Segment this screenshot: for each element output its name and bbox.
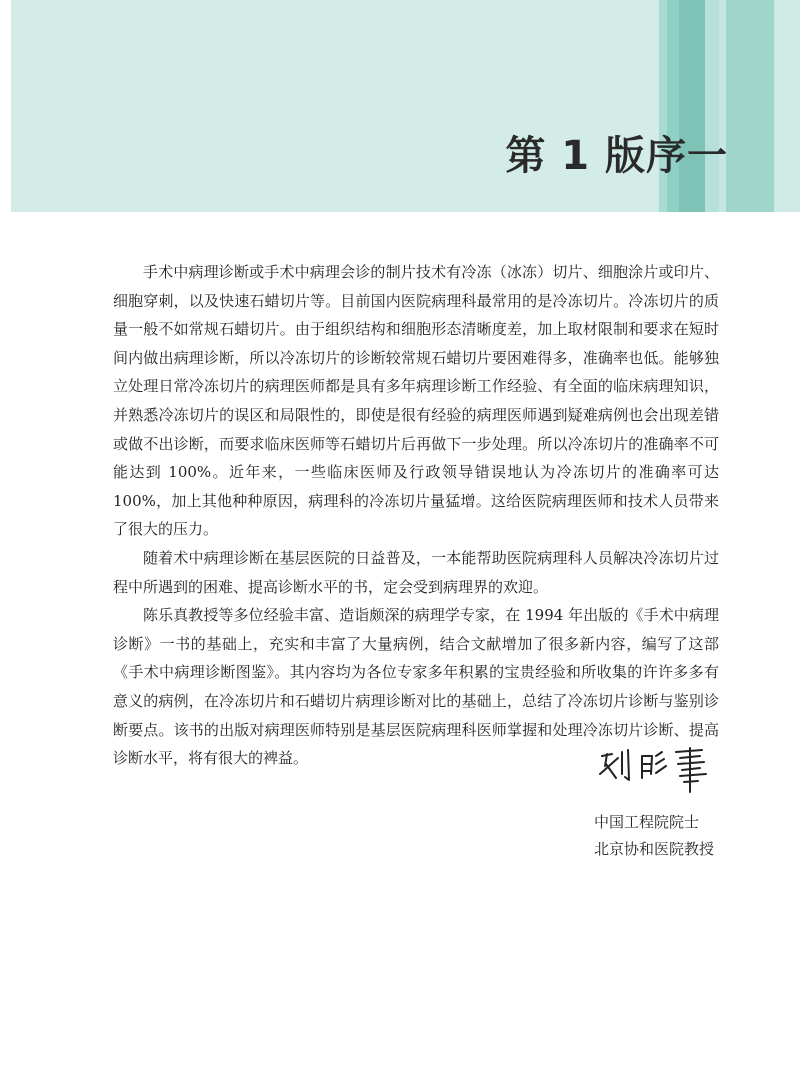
- paragraph-2: 随着术中病理诊断在基层医院的日益普及，一本能帮助医院病理科人员解决冷冻切片过程中所遇到的困难、提高诊断水平的书，定会受到病理界的欢迎。: [113, 548, 719, 596]
- preface-body: [113, 258, 719, 773]
- signature-title-line1: 中国工程院院士: [594, 813, 700, 831]
- decorative-stripe: [726, 0, 774, 212]
- page-title: 第 1 版序一: [505, 133, 728, 179]
- signature-title-line2: 北京协和医院教授: [594, 840, 715, 858]
- paragraph-1: 手术中病理诊断或手术中病理会诊的制片技术有冷冻（冰冻）切片、细胞涂片或印片、细胞穿刺，以及快速石蜡切片等。目前国内医院病理科最常用的是冷冻切片。冷冻切片的质量一般不如常规石蜡切片。由于组织结构和细胞形态清晰度差，加上取材限制和要求在短时间内做出病理诊断，所以冷冻切片的诊断较常规石蜡切片要困难得多，准确率也低。能够独立处理日常冷冻切片的病理医师都是具有多年病理诊断工作经验、有全面的临床病理知识，并熟悉冷冻切片的误区和局限性的，即使是很有经验的病理医师遇到疑难病例也会出现差错或做不出诊断，而要求临床医师等石蜡切片后再做下一步处理。所以冷冻切片的准确率不可能达到 100%。近年来，一些临床医师及行政领导错误地认为冷冻切片的准确率可达 100%，加上其他种种原因，病理科的冷冻切片量猛增。这给医院病理医师和技术人员带来了很大的压力。: [113, 263, 719, 539]
- handwritten-signature: [596, 744, 716, 794]
- decorative-stripe: [774, 0, 800, 212]
- paragraph-3: 陈乐真教授等多位经验丰富、造诣颇深的病理学专家，在 1994 年出版的《手术中病理诊断》一书的基础上，充实和丰富了大量病例，结合文献增加了很多新内容，编写了这部《手术中病理诊断图鉴》。其内容均为各位专家多年积累的宝贵经验和所收集的许许多多有意义的病例，在冷冻切片和石蜡切片病理诊断对比的基础上，总结了冷冻切片诊断与鉴别诊断要点。该书的出版对病理医师特别是基层医院病理科医师掌握和处理冷冻切片诊断、提高诊断水平，将有很大的裨益。: [113, 606, 719, 768]
